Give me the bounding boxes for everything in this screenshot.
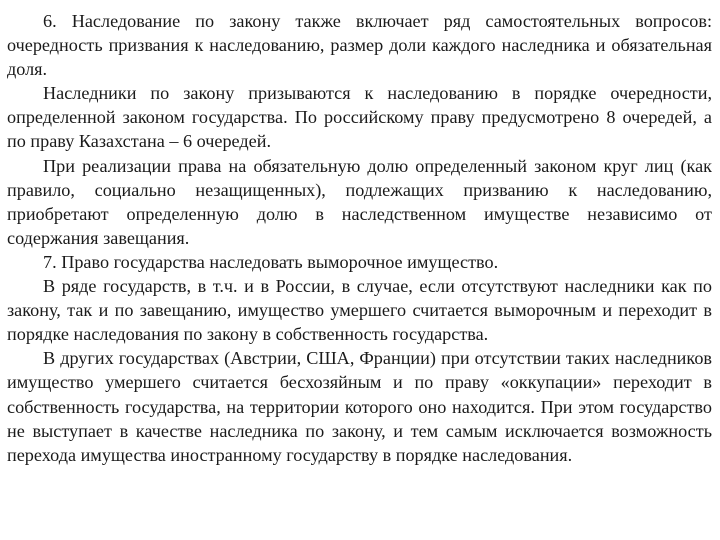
paragraph-mandatory-share: При реализации права на обязательную долю определенный законом круг лиц (как правило, социально незащищенных), подлежащих призванию к наследованию, приобретают определенную долю в наследственном имуществе независимо от содержания завещания. <box>7 155 712 248</box>
paragraph-escheat-russia: В ряде государств, в т.ч. и в России, в случае, если отсутствуют наследники как по закону, так и по завещанию, имущество умершего считается выморочным и переходит в порядке наследования по закону в собственность государства. <box>7 276 712 345</box>
paragraph-order-of-heirs: Наследники по закону призываются к наследованию в порядке очередности, определенной законом государства. По российскому праву предусмотрено 8 очередей, а по праву Казахстана – 6 очередей. <box>7 83 712 152</box>
paragraph-state-escheat-heading: 7. Право государства наследовать выморочное имущество. <box>43 251 499 272</box>
paragraph-escheat-other-states: В других государствах (Австрии, США, Франции) при отсутствии таких наследников имущество умершего считается бесхозяйным и по праву «оккупации» переходит в собственность государства, на территории которого оно находится. При этом государство не выступает в качестве наследника по закону, и тем самым исключается возможность перехода имущества иностранному государству в порядке наследования. <box>7 348 712 465</box>
paragraph-inheritance-by-law: 6. Наследование по закону также включает ряд самостоятельных вопросов: очередность призвания к наследованию, размер доли каждого наследника и обязательная доля. <box>7 11 712 80</box>
